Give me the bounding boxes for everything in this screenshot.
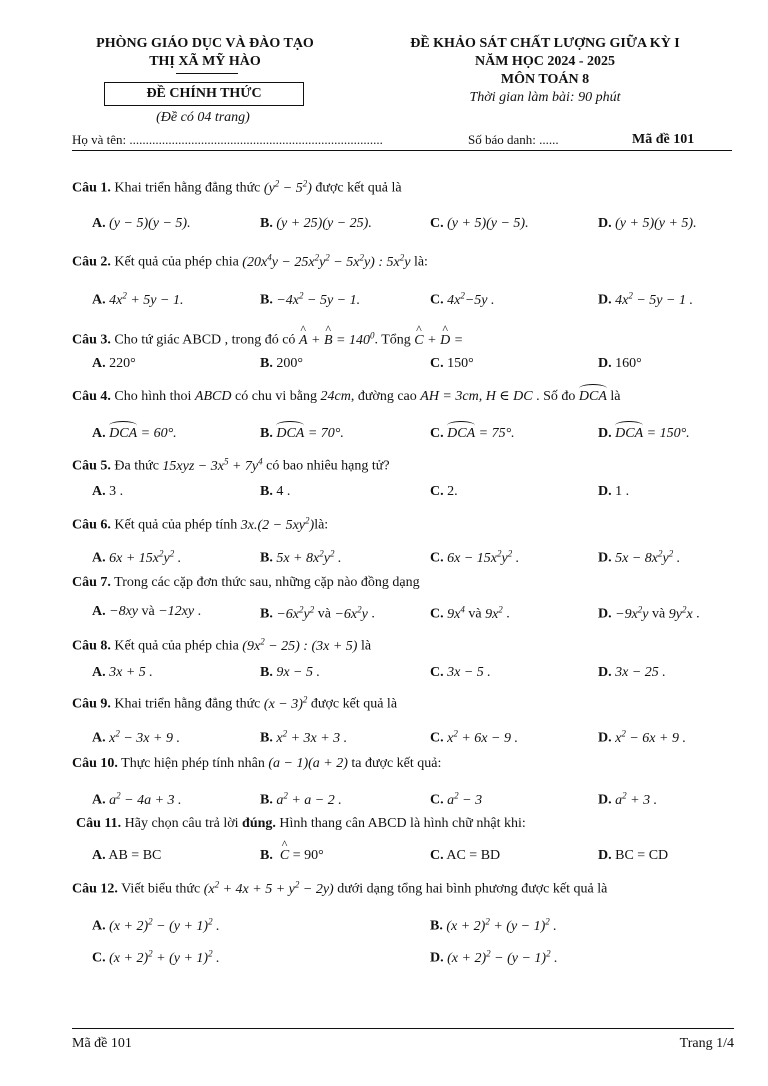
q2-option-c: C. $4x^2-5y$ .: [430, 290, 495, 308]
q6-option-c: C. $6x - 15x^2y^2$ .: [430, 548, 520, 566]
q11-option-d: D. BC = CD: [598, 848, 669, 863]
question-12: Câu 12. Viết biểu thức $(x^2 + 4x + 5 + y^2 - 2y)$ dưới dạng tổng hai bình phương được kết quả là: [72, 879, 608, 897]
exam-time: Thời gian làm bài: 90 phút: [469, 90, 621, 105]
q10-option-c: C. $a^2 - 3$: [430, 790, 483, 808]
question-6: Câu 6. Kết quả của phép tính $3x.(2 - 5xy^2)là$:: [72, 515, 329, 533]
dept-name: PHÒNG GIÁO DỤC VÀ ĐÀO TẠO: [96, 36, 314, 51]
q5-option-b: B. 4 .: [260, 484, 291, 499]
q12-option-d: D. $(x + 2)^2 - (y - 1)^2$ .: [430, 948, 558, 966]
question-1: Câu 1. Khai triển hằng đẳng thức $(y^2 - 5^2)$ được kết quả là: [72, 178, 402, 196]
q11-option-a: A. AB = BC: [92, 848, 162, 863]
question-10: Câu 10. Thực hiện phép tính nhân (a − 1)(a + 2) ta được kết quả:: [72, 756, 442, 771]
q3-option-b: B. 200°: [260, 356, 303, 371]
q8-option-b: B. 9x − 5 .: [260, 665, 321, 680]
q4-option-b: B. DCA = 70°.: [260, 426, 344, 441]
q9-option-d: D. $x^2 - 6x + 9$ .: [598, 728, 686, 746]
q9-option-b: B. $x^2 + 3x + 3$ .: [260, 728, 348, 746]
q6-option-a: A. $6x + 15x^2y^2$ .: [92, 548, 182, 566]
q1-option-c: C. (y + 5)(y − 5).: [430, 216, 529, 231]
footer-rule: [72, 1028, 734, 1029]
q10-option-d: D. $a^2 + 3$ .: [598, 790, 658, 808]
q6-option-b: B. $5x + 8x^2y^2$ .: [260, 548, 342, 566]
q3-option-c: C. 150°: [430, 356, 474, 371]
q4-option-c: C. DCA = 75°.: [430, 426, 515, 441]
q7-option-a: A. −8xy và −12xy .: [92, 604, 202, 619]
q3-option-a: A. 220°: [92, 356, 136, 371]
question-5: Câu 5. Đa thức $15xyz - 3x^5 + 7y^4$ có bao nhiêu hạng tử?: [72, 456, 390, 474]
question-2: Câu 2. Kết quả của phép chia $(20x^4y - 25x^2y^2 - 5x^2y)$ : $5x^2y$ là:: [72, 252, 428, 270]
q10-option-a: A. $a^2 - 4a + 3$ .: [92, 790, 182, 808]
q8-option-d: D. 3x − 25 .: [598, 665, 666, 680]
subject: MÔN TOÁN 8: [500, 72, 590, 87]
q3-option-d: D. 160°: [598, 356, 642, 371]
q11-option-c: C. AC = BD: [430, 848, 501, 863]
official-box: ĐỀ CHÍNH THỨC: [104, 82, 304, 106]
q6-option-d: D. $5x - 8x^2y^2$ .: [598, 548, 681, 566]
school-year: NĂM HỌC 2024 - 2025: [475, 54, 615, 69]
q1-option-b: B. (y + 25)(y − 25).: [260, 216, 372, 231]
q5-option-a: A. 3 .: [92, 484, 124, 499]
question-4: Câu 4. Cho hình thoi ABCD có chu vi bằng 24cm, đường cao AH = 3cm, H ∈ DC . Số đo DCA là: [72, 389, 621, 404]
header-rule: [72, 150, 732, 151]
footer-code: Mã đề 101: [72, 1036, 132, 1051]
q5-option-d: D. 1 .: [598, 484, 630, 499]
q9-option-c: C. $x^2 + 6x - 9$ .: [430, 728, 518, 746]
header-underline: [176, 73, 238, 74]
q8-option-c: C. 3x − 5 .: [430, 665, 491, 680]
pages-note: (Đề có 04 trang): [156, 110, 250, 125]
q11-option-b: B. ^ C = 90°: [260, 848, 324, 864]
q2-option-d: D. $4x^2 - 5y - 1$ .: [598, 290, 693, 308]
q5-option-c: C. 2.: [430, 484, 458, 499]
question-9: Câu 9. Khai triển hằng đẳng thức $(x - 3)^2$ được kết quả là: [72, 694, 398, 712]
question-11: Câu 11. Hãy chọn câu trả lời đúng. Hình thang cân ABCD là hình chữ nhật khi:: [76, 816, 526, 831]
q7-option-b: B. $-6x^2y^2$ và $-6x^2y$ .: [260, 604, 375, 622]
exam-code: Mã đề 101: [632, 132, 695, 147]
exam-title: ĐỀ KHẢO SÁT CHẤT LƯỢNG GIỮA KỲ I: [410, 36, 680, 51]
district-name: THỊ XÃ MỸ HÀO: [149, 54, 261, 69]
question-7: Câu 7. Trong các cặp đơn thức sau, những cặp nào đồng dạng: [72, 575, 420, 590]
q10-option-b: B. $a^2 + a - 2$ .: [260, 790, 342, 808]
name-field: Họ và tên: ..............................................................................: [72, 132, 383, 147]
q12-option-c: C. $(x + 2)^2 + (y + 1)^2$ .: [92, 948, 220, 966]
q1-option-d: D. (y + 5)(y + 5).: [598, 216, 697, 231]
q8-option-a: A. 3x + 5 .: [92, 665, 153, 680]
q12-option-a: A. $(x + 2)^2 - (y + 1)^2$ .: [92, 916, 220, 934]
q7-option-c: C. $9x^4$ và $9x^2$ .: [430, 604, 510, 622]
question-3: Câu 3. Cho tứ giác ABCD , trong đó có ^ A + ^ $B = 140^0$. Tổng ^ C + ^ D =: [72, 330, 742, 349]
q4-option-d: D. DCA = 150°.: [598, 426, 690, 441]
q2-option-a: A. $4x^2 + 5y - 1$.: [92, 290, 184, 308]
q7-option-d: D. $-9x^2y$ và $9y^2x$ .: [598, 604, 700, 622]
q12-option-b: B. $(x + 2)^2 + (y - 1)^2$ .: [430, 916, 557, 934]
q9-option-a: A. $x^2 - 3x + 9$ .: [92, 728, 180, 746]
sbd-field: Số báo danh: ......: [468, 132, 559, 147]
page-number: Trang 1/4: [679, 1036, 734, 1051]
q4-option-a: A. DCA = 60°.: [92, 426, 177, 441]
q1-option-a: A. (y − 5)(y − 5).: [92, 216, 191, 231]
q2-option-b: B. $-4x^2 - 5y - 1$.: [260, 290, 361, 308]
question-8: Câu 8. Kết quả của phép chia $(9x^2 - 25)$ : (3x + 5) là: [72, 636, 372, 654]
